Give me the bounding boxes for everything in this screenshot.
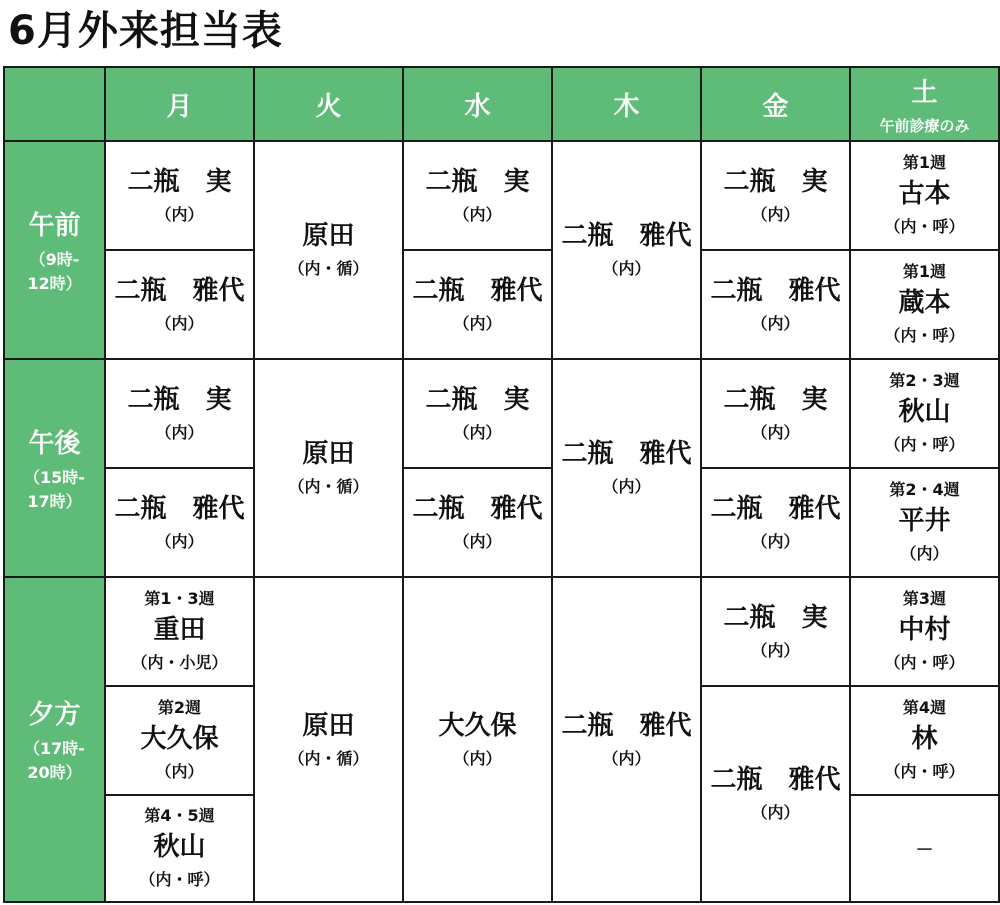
- cell-eve-fri-1: [701, 577, 850, 686]
- cell-eve-fri-2: [701, 686, 850, 902]
- week-note: 第2・3週: [889, 370, 960, 390]
- cell-am-tue: [254, 141, 403, 359]
- doctor-name: 原田: [302, 439, 355, 469]
- doctor-name: 原田: [302, 221, 355, 251]
- header-tue: 火: [254, 67, 403, 141]
- department: （内）: [453, 422, 502, 442]
- cell-eve-sat-1: [850, 577, 999, 686]
- department: （内・小児）: [131, 652, 228, 672]
- week-note: 第3週: [902, 588, 947, 608]
- cell-am-wed-1: [403, 141, 552, 250]
- cell-pm-mon-1: [105, 359, 254, 468]
- cell-pm-fri-2: [701, 468, 850, 577]
- doctor-name: 二瓶 雅代: [412, 275, 543, 306]
- session-time-end: 17時）: [27, 491, 82, 511]
- department: （内）: [453, 313, 502, 333]
- cell-am-mon-2: [105, 250, 254, 359]
- doctor-name: 二瓶 雅代: [710, 765, 841, 795]
- header-sat-note: 午前診療のみ: [879, 117, 970, 135]
- header-thu: 木: [552, 67, 701, 141]
- doctor-name: 平井: [898, 505, 951, 536]
- cell-pm-fri-1: [701, 359, 850, 468]
- cell-pm-wed-2: [403, 468, 552, 577]
- session-pm: [4, 359, 105, 577]
- department: （内・呼）: [884, 216, 965, 236]
- header-mon: 月: [105, 67, 254, 141]
- cell-am-thu: [552, 141, 701, 359]
- header-fri: 金: [701, 67, 850, 141]
- department: （内・循）: [288, 748, 369, 768]
- session-eve: [4, 577, 105, 902]
- cell-eve-mon-2: [105, 686, 254, 795]
- doctor-name: 古本: [898, 178, 951, 209]
- cell-am-sat-1: [850, 141, 999, 250]
- session-time-start: （15時-: [24, 467, 85, 487]
- doctor-name: 二瓶 実: [723, 602, 828, 633]
- doctor-name: 原田: [302, 710, 355, 741]
- department: （内）: [900, 543, 949, 563]
- department: （内）: [453, 204, 502, 224]
- week-note: 第1週: [902, 152, 947, 172]
- department: （内）: [453, 748, 502, 768]
- doctor-name: 秋山: [153, 831, 206, 862]
- cell-eve-mon-3: [105, 795, 254, 902]
- cell-pm-mon-2: [105, 468, 254, 577]
- department: （内・循）: [288, 259, 369, 278]
- cell-eve-thu: [552, 577, 701, 902]
- department: （内・呼）: [884, 652, 965, 672]
- table-row: [4, 359, 999, 468]
- department: （内・呼）: [884, 434, 965, 454]
- cell-pm-thu: [552, 359, 701, 577]
- doctor-name: 大久保: [438, 710, 517, 741]
- doctor-name: 二瓶 実: [425, 384, 530, 415]
- header-wed: 水: [403, 67, 552, 141]
- doctor-name: 二瓶 実: [723, 384, 828, 415]
- doctor-name: 林: [911, 723, 938, 754]
- table-row: [4, 141, 999, 250]
- header-sat-label: 土: [911, 78, 938, 108]
- department: （内）: [155, 531, 204, 551]
- header-sat: [850, 67, 999, 141]
- cell-am-mon-1: [105, 141, 254, 250]
- cell-pm-sat-2: [850, 468, 999, 577]
- doctor-name: 二瓶 雅代: [710, 493, 841, 524]
- doctor-name: 二瓶 実: [127, 384, 232, 415]
- department: （内・呼）: [884, 761, 965, 781]
- session-am: [4, 141, 105, 359]
- department: （内・呼）: [884, 325, 965, 345]
- doctor-name: 大久保: [140, 723, 219, 754]
- department: （内・循）: [288, 477, 369, 496]
- session-time-start: （17時-: [24, 739, 85, 758]
- department: （内）: [155, 422, 204, 442]
- week-note: 第1週: [902, 261, 947, 281]
- cell-am-wed-2: [403, 250, 552, 359]
- doctor-name: 二瓶 実: [723, 166, 828, 197]
- department: （内）: [751, 803, 800, 822]
- department: （内）: [602, 477, 651, 496]
- department: （内）: [602, 748, 651, 768]
- department: （内）: [155, 313, 204, 333]
- doctor-name: 二瓶 雅代: [412, 493, 543, 524]
- session-label: 夕方: [28, 700, 81, 730]
- session-label: 午後: [28, 428, 81, 459]
- doctor-name: 秋山: [898, 396, 951, 427]
- header-row: [4, 67, 999, 141]
- doctor-name: 二瓶 雅代: [114, 493, 245, 524]
- department: （内）: [453, 531, 502, 551]
- cell-eve-sat-3: [850, 795, 999, 902]
- page-title: 6月外来担当表: [8, 8, 283, 54]
- doctor-name: 重田: [153, 614, 206, 645]
- department: （内）: [751, 640, 800, 660]
- department: （内）: [155, 761, 204, 781]
- doctor-name: 蔵本: [898, 287, 951, 318]
- cell-eve-sat-2: [850, 686, 999, 795]
- schedule-table: [3, 66, 1000, 903]
- cell-am-fri-1: [701, 141, 850, 250]
- table-row: [4, 577, 999, 686]
- cell-pm-wed-1: [403, 359, 552, 468]
- department: （内）: [751, 531, 800, 551]
- doctor-name: 二瓶 実: [127, 166, 232, 197]
- cell-am-sat-2: [850, 250, 999, 359]
- empty-mark: －: [915, 839, 934, 861]
- doctor-name: 二瓶 雅代: [561, 221, 692, 251]
- doctor-name: 二瓶 雅代: [114, 275, 245, 306]
- cell-pm-sat-1: [850, 359, 999, 468]
- table-row: [4, 250, 999, 359]
- doctor-name: 二瓶 雅代: [710, 275, 841, 306]
- cell-eve-tue: [254, 577, 403, 902]
- doctor-name: 二瓶 雅代: [561, 710, 692, 741]
- doctor-name: 二瓶 雅代: [561, 439, 692, 469]
- session-time-start: （9時-: [29, 249, 80, 269]
- week-note: 第2・4週: [889, 479, 960, 499]
- cell-eve-mon-1: [105, 577, 254, 686]
- week-note: 第1・3週: [144, 588, 215, 608]
- department: （内）: [751, 422, 800, 442]
- session-label: 午前: [28, 210, 81, 241]
- department: （内）: [155, 204, 204, 224]
- doctor-name: 中村: [898, 614, 951, 645]
- session-time-end: 12時）: [27, 273, 82, 293]
- department: （内）: [751, 204, 800, 224]
- week-note: 第4週: [902, 697, 947, 717]
- cell-am-fri-2: [701, 250, 850, 359]
- header-corner: [4, 67, 105, 141]
- session-time-end: 20時）: [27, 763, 82, 782]
- department: （内）: [751, 313, 800, 333]
- week-note: 第2週: [157, 697, 202, 717]
- week-note: 第4・5週: [144, 805, 215, 825]
- cell-eve-wed: [403, 577, 552, 902]
- cell-pm-tue: [254, 359, 403, 577]
- doctor-name: 二瓶 実: [425, 166, 530, 197]
- department: （内）: [602, 259, 651, 278]
- department: （内・呼）: [139, 869, 220, 889]
- table-row: [4, 468, 999, 577]
